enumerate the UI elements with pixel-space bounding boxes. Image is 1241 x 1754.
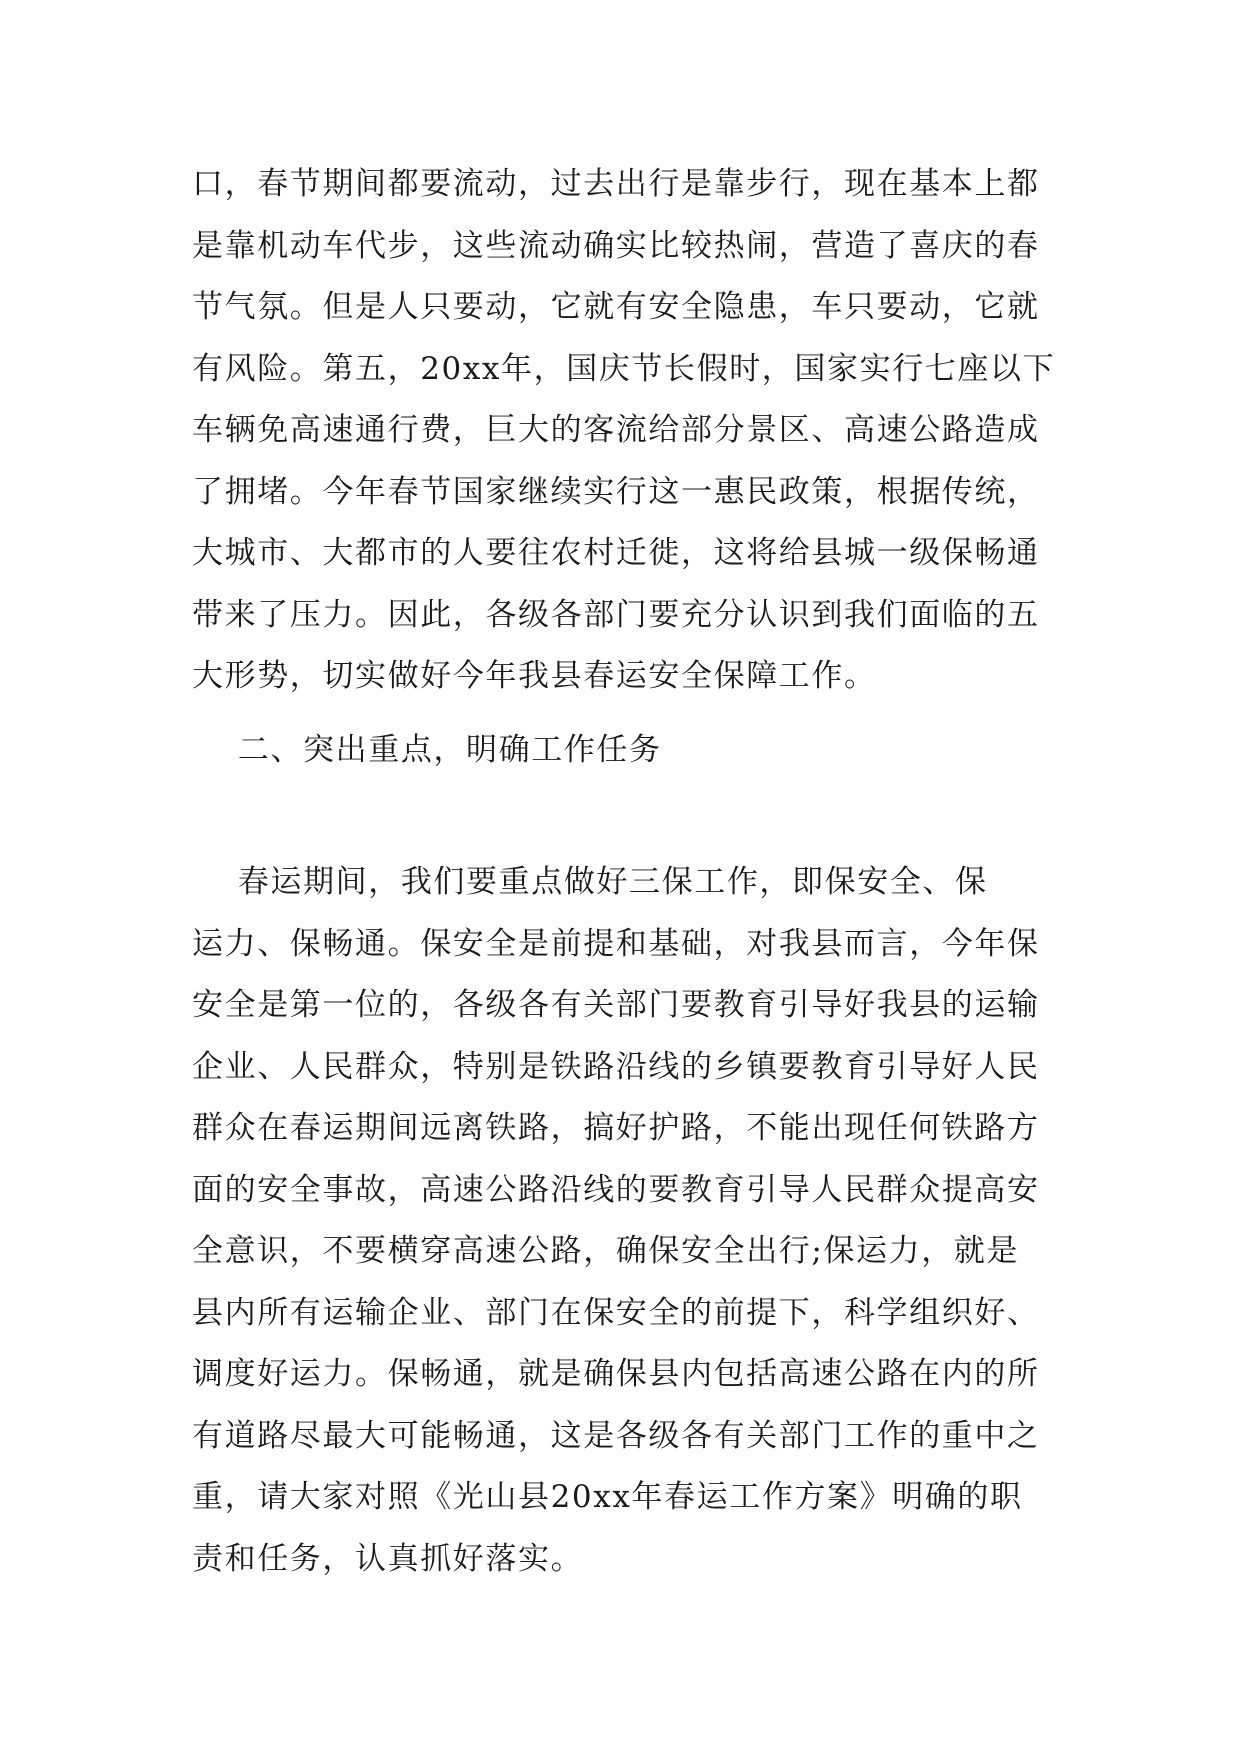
section-heading: 二、突出重点，明确工作任务 — [192, 732, 662, 768]
body-paragraph: 春运期间，我们要重点做好三保工作，即保安全、保 运力、保畅通。保安全是前提和基础，对我县而言，今年保 安全是第一位的，各级各有关部门要教育引导好我县的运输 企业、人民群众，特别是铁路沿线的乡镇要教育引导好人民 群众在春运期间远离铁路，搞好护路，不能出现任何铁路方 面的安全事故，高速公路沿线的要教育引导人民群众提高安 全意识，不要横穿高速公路，确保安全出行;保运力，就是 县内所有运输企业、部门在保安全的前提下，科学组织好、 调度好运力。保畅通，就是确保县内包括高速公路在内的所 有道路尽最大可能畅通，这是各级各有关部门工作的重中之 重，请大家对照《光山县20xx年春运工作方案》明确的职 责和任务，认真抓好落实。 — [192, 864, 1040, 1577]
body-paragraph-continued: 口，春节期间都要流动，过去出行是靠步行，现在基本上都 是靠机动车代步，这些流动确实比较热闹，营造了喜庆的春 节气氛。但是人只要动，它就有安全隐患，车只要动，它就 有风险。第五，20xx年，国庆节长假时，国家实行七座以下 车辆免高速通行费，巨大的客流给部分景区、高速公路造成 了拥堵。今年春节国家继续实行这一惠民政策，根据传统， 大城市、大都市的人要往农村迁徙，这将给县城一级保畅通 带来了压力。因此，各级各部门要充分认识到我们面临的五 大形势，切实做好今年我县春运安全保障工作。 — [192, 166, 1056, 694]
